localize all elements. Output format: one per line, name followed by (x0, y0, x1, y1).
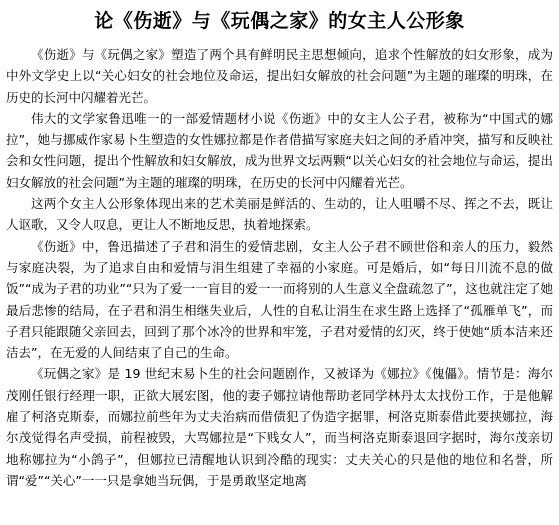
article-body (0, 34, 559, 491)
paragraph-4: 《伤逝》中，鲁迅描述了子君和涓生的爱情悲剧，女主人公子君不顾世俗和亲人的压力，毅然与家庭决裂，为了追求自由和爱情与涓生组建了幸福的小家庭。可是婚后，如“每日川流不息的做饭”“成为子君的功业”“只为了爱一一盲目的爱一一而将别的人生意义全盘疏忽了”，这也就注定了她最后悲惨的结局，在子君和涓生相继失业后，人性的自私让涓生在求生路上选择了“孤雁单飞”，而子君只能跟随父亲回去，回到了那个冰冷的世界和牢笼，子君对爱情的幻灭，终于使她“质本洁来还洁去”，在无爱的人间结束了自己的生命。 (6, 238, 553, 361)
article-title: 论《伤逝》与《玩偶之家》的女主人公形象 (94, 10, 465, 32)
paragraph-5: 《玩偶之家》是 19 世纪末易卜生的社会问题剧作，又被译为《娜拉》《傀儡》。情节是：海尔茂刚任银行经理一职，正欲大展宏图，他的妻子娜拉请他帮助老同学林丹太太找份工作，于是他解雇了柯洛克斯泰，而娜拉前些年为丈夫治病而借债犯了伪造字据罪，柯洛克斯泰借此要挟娜拉，海尔茂觉得名声受损，前程被毁，大骂娜拉是“下贱女人”，而当柯洛克斯泰退回字据时，海尔茂亲切地称娜拉为“小鸽子”，但娜拉已清醒地认识到冷酷的现实：丈夫关心的只是他的地位和名誉，所谓“爱”“关心”一一只是拿她当玩偶，于是勇敢坚定地离 (6, 366, 553, 488)
paragraph-2: 伟大的文学家鲁迅唯一的一部爱情题材小说《伤逝》中的女主人公子君，被称为“中国式的娜拉”，她与挪威作家易卜生塑造的女性娜拉都是作者借描写家庭夫妇之间的矛盾冲突，描写和反映社会和女性问题，提出个性解放和妇女解放，成为世界文坛两颗“以关心妇女的社会地位与命运，提出妇女解放的社会问题”为主题的璀璨的明珠，在历史的长河中闪耀着光芒。 (6, 110, 553, 190)
paragraph-3: 这两个女主人公形象体现出来的艺术美丽是鲜活的、生动的，让人咀嚼不尽、挥之不去，既让人讴歌，又令人叹息，更让人不断地反思，执着地探索。 (6, 196, 553, 233)
paragraph-1: 《伤逝》与《玩偶之家》塑造了两个具有鲜明民主思想倾向，追求个性解放的妇女形象，成为中外文学史上以“关心妇女的社会地位及命运，提出妇女解放的社会问题”为主题的璀璨的明珠，在历史的长河中闪耀着光芒。 (6, 47, 553, 105)
